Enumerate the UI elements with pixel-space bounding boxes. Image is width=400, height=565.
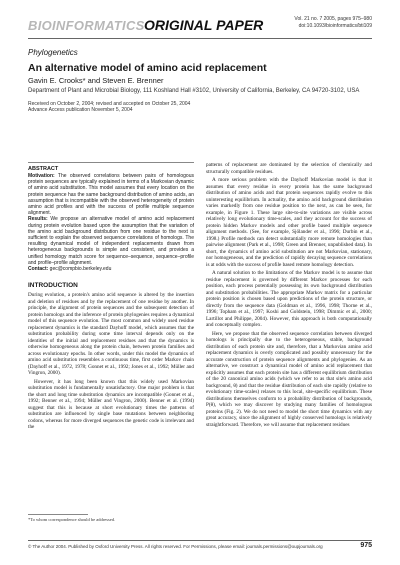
page-footer bbox=[28, 540, 372, 550]
results-text: We propose an alternative model of amino acid replacement during protein evolution based upon the assumption that the variation of the amino acid background distribution from one residue to the next is sufficient to explain the observed sequence correlations of homologs. The resulting dynamical model of independent replacements drawn from heterogeneous backgrounds is simple and consistent, and provides a unified homology match score for sequence–sequence, sequence–profile and profile–profile alignment. bbox=[28, 216, 195, 266]
results-label: Results: bbox=[28, 216, 48, 223]
header-rule bbox=[28, 38, 372, 39]
abstract-motivation bbox=[28, 173, 194, 216]
paper-type: ORIGINAL PAPER bbox=[144, 17, 264, 33]
body-paragraph: A more serious problem with the Dayhoff Markovian model is that it assumes that every residue in every protein has the same background distribution of amino acids and that protein sequences rapidly evolve to this uninteresting equilibrium. In actuality, the amino acid background distribution varies markedly from one residue position to the next, as can be seen, for example, in Figure 1. These large site-to-site variations are visible across relatively long evolutionary time-scales, and they account for the success of protein hidden Markov models and other profile based multiple sequence alignment methods. (See, for example, Sjölander et al., 1996; Durbin et al., 1998.) Profile methods can detect substantially more remote homologies than pairwise alignment (Park et al., 1998; Green and Brenner, unpublished data). In short, the dynamics of amino acid substitution are not Markovian, stationary, nor homogeneous, and the prediction of rapidly decaying sequence correlations is at odds with the success of profile based remote homology detection. bbox=[206, 177, 372, 268]
contact-email[interactable]: gec@compbio.berkeley.edu bbox=[49, 266, 112, 273]
motivation-text: The observed correlations between pairs of homologous protein sequences are typically explained in terms of a Markovian dynamic of amino acid substitution. This model assumes that every location on the protein sequence has the same background distribution of amino acids, an assumption that is incompatible with the observed heterogeneity of protein amino acid profiles and with the success of profile multiple sequence alignment. bbox=[28, 173, 194, 217]
article-title: An alternative model of amino acid replacement bbox=[28, 62, 267, 74]
author-affiliation: Department of Plant and Microbial Biology, 111 Koshland Hall #3102, University of California, Berkeley, CA 94720-3102, USA bbox=[28, 88, 360, 94]
copyright-notice: © The Author 2004. Published by Oxford University Press. All rights reserved. For Permissions, please email: journals.permissions@oupjournals.org bbox=[28, 544, 323, 549]
doi[interactable]: doi:10.1093/bioinformatics/bti109 bbox=[298, 23, 372, 29]
body-paragraph: Here, we propose that the observed sequence correlation between diverged homologs is principally due to the heterogeneous, stable, background distribution of each protein site and, therefore, that a Markovian amino acid replacement dynamics is overly complicated and possibly unnecessary for the accurate construction of protein sequence alignments and phylogenies. As an alternative, we construct a dynamical model of amino acid replacement that explicitly assumes that each protein site has a different equilibrium distribution of the 20 canonical amino acids (which we refer to as that site's amino acid background, θ) and that the residue distribution of each site rapidly (relative to evolutionary time-scales) relaxes to this local, site-specific equilibrium. These distributions themselves conform to a probability distribution of backgrounds, P(θ), which we may discover by studying many families of homologous proteins (Fig. 2). We do not need to model the short time dynamics with any great accuracy, since the alignment of highly conserved homologs is relatively straightforward. Therefore, we will assume that replacement residues bbox=[206, 330, 372, 428]
footer-rule bbox=[28, 540, 372, 541]
footnote bbox=[28, 514, 194, 523]
abstract-heading: ABSTRACT bbox=[28, 166, 59, 172]
advance-access-date: Advance Access publication November 5, 2004 bbox=[28, 107, 133, 113]
article-authors: Gavin E. Crooks* and Steven E. Brenner bbox=[28, 76, 164, 85]
article-dates bbox=[28, 101, 372, 114]
article-page bbox=[28, 12, 372, 552]
intro-paragraph: However, it has long been known that this widely used Markovian substitution model is fundamentally unsatisfactory. One major problem is that the short and long time substitution dynamics are incompatible (Gonnet et al., 1992; Benner et al., 1994; Müller and Vingron, 2000). Benner et al. (1994) suggest that this is because at short evolutionary times the patterns of substitution are influenced by single base mutations between neighboring codons, whereas for more diverged sequences the genetic code is irrelevant and the bbox=[28, 378, 194, 431]
volume-pages: Vol. 21 no. 7 2005, pages 975–980 bbox=[294, 16, 372, 22]
page-number: 975 bbox=[360, 542, 372, 549]
abstract-contact bbox=[28, 266, 194, 272]
body-paragraph: patterns of replacement are dominated by the selection of chemically and structurally compatible residues. bbox=[206, 162, 372, 175]
journal-name: BIOINFORMATICS bbox=[28, 18, 145, 33]
abstract-results bbox=[28, 216, 194, 266]
intro-paragraph: During evolution, a protein's amino acid sequence is altered by the insertion and deletion of residues and by the replacement of one residue by another. In principle, the alignment of protein sequences and the subsequent detection of protein homologs and the inference of protein phylogenies requires a dynamical model of this sequence evolution. The most common and widely used residue replacement dynamics is the standard Dayhoff model, which assumes that the substitution probability during some time interval depends only on the identities of the initial and replacement residues and that the dynamics is otherwise homogeneous along the protein chain, between protein families and across evolutionary epochs. In other words, under this model the dynamics of amino acid substitution resembles a continuous time, first order Markov chain (Dayhoff et al., 1972, 1978; Gonnet et al., 1992; Jones et al., 1992; Müller and Vingron, 2000). bbox=[28, 292, 194, 377]
body-paragraph: A natural solution to the limitations of the Markov model is to assume that residue replacement is governed by different Markov processes for each position, each process potentially possessing its own background distribution and substitution probabilities. The appropriate Markov matrix for a particular protein position is chosen based upon predictions of the protein structure, or directly from the sequence data (Goldman et al., 1996, 1998; Thorne et al., 1996; Topham et al., 1997; Koshi and Goldstein, 1998; Dimmic et al., 2000; Lartillot and Philippe, 2004). However, this approach is both computationally and conceptually complex. bbox=[206, 270, 372, 328]
left-column bbox=[28, 162, 195, 522]
right-column bbox=[206, 162, 372, 430]
received-date: Received on October 2, 2004; revised and accepted on October 25, 2004 bbox=[28, 100, 191, 107]
abstract-top-rule bbox=[28, 162, 194, 163]
intro-heading: INTRODUCTION bbox=[28, 282, 78, 290]
two-column-body bbox=[28, 162, 372, 534]
motivation-label: Motivation: bbox=[28, 173, 55, 179]
footnote-rule bbox=[28, 514, 88, 515]
footnote-text: *To whom correspondence should be addressed. bbox=[28, 517, 116, 522]
section-label: Phylogenetics bbox=[28, 48, 78, 57]
contact-label: Contact: bbox=[28, 266, 49, 273]
journal-header bbox=[28, 12, 372, 38]
article-meta bbox=[294, 16, 372, 30]
